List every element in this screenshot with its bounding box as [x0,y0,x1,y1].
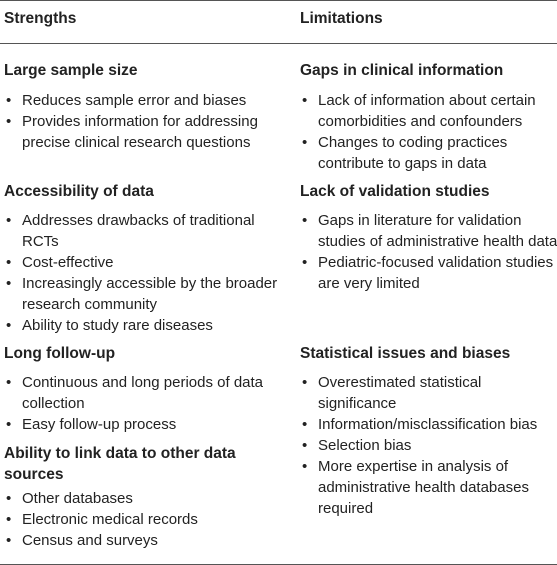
strength-item: • Addresses drawbacks of traditional RCTs [6,212,255,250]
strength-item: • Reduces sample error and biases [6,92,247,109]
strengths-header: Strengths [4,10,77,27]
bullet-icon: • [6,511,12,528]
bullet-icon: • [302,374,308,391]
bullet-icon: • [6,317,12,334]
limitation-item: • More expertise in analysis of administrative health databases required [302,458,529,517]
limitation-title-validation: Lack of validation studies [300,183,490,200]
top-rule [0,0,557,1]
bullet-icon: • [302,437,308,454]
strength-title-accessibility: Accessibility of data [4,183,154,200]
bullet-icon: • [6,275,12,292]
limitation-title-statistical: Statistical issues and biases [300,345,511,362]
limitation-item: • Pediatric-focused validation studies are very limited [302,254,554,292]
bullet-icon: • [302,212,308,229]
strength-title-follow-up: Long follow-up [4,345,116,362]
bullet-icon: • [6,532,12,549]
bullet-icon: • [6,374,12,391]
header-rule [0,43,557,44]
bullet-icon: • [6,113,12,130]
strength-item: • Continuous and long periods of data collection [6,374,264,412]
limitation-title-clinical-gaps: Gaps in clinical information [300,62,504,79]
bullet-icon: • [302,134,308,151]
bullet-icon: • [302,92,308,109]
bullet-icon: • [6,254,12,271]
strength-item: • Ability to study rare diseases [6,317,213,334]
bullet-icon: • [6,490,12,507]
bullet-icon: • [6,212,12,229]
strength-item: • Cost-effective [6,254,114,271]
limitation-item: • Selection bias [302,437,412,454]
strength-item: • Census and surveys [6,532,158,549]
bullet-icon: • [6,92,12,109]
bullet-icon: • [302,458,308,475]
limitation-item: • Lack of information about certain comorbidities and confounders [302,92,536,130]
strength-item: • Easy follow-up process [6,416,177,433]
strength-item: • Other databases [6,490,133,507]
bullet-icon: • [302,416,308,433]
strength-item: • Increasingly accessible by the broader research community [6,275,278,313]
limitation-item: • Information/misclassification bias [302,416,538,433]
strength-title-link-data: Ability to link data to other data sources [4,445,236,483]
strength-title-sample-size: Large sample size [4,62,138,79]
strength-item: • Electronic medical records [6,511,198,528]
bullet-icon: • [6,416,12,433]
strength-item: • Provides information for addressing precise clinical research questions [6,113,258,151]
limitation-item: • Overestimated statistical significance [302,374,482,412]
bullet-icon: • [302,254,308,271]
limitation-item: • Changes to coding practices contribute to gaps in data [302,134,508,172]
limitation-item: • Gaps in literature for validation studies of administrative health data [302,212,557,250]
limitations-header: Limitations [300,10,383,27]
